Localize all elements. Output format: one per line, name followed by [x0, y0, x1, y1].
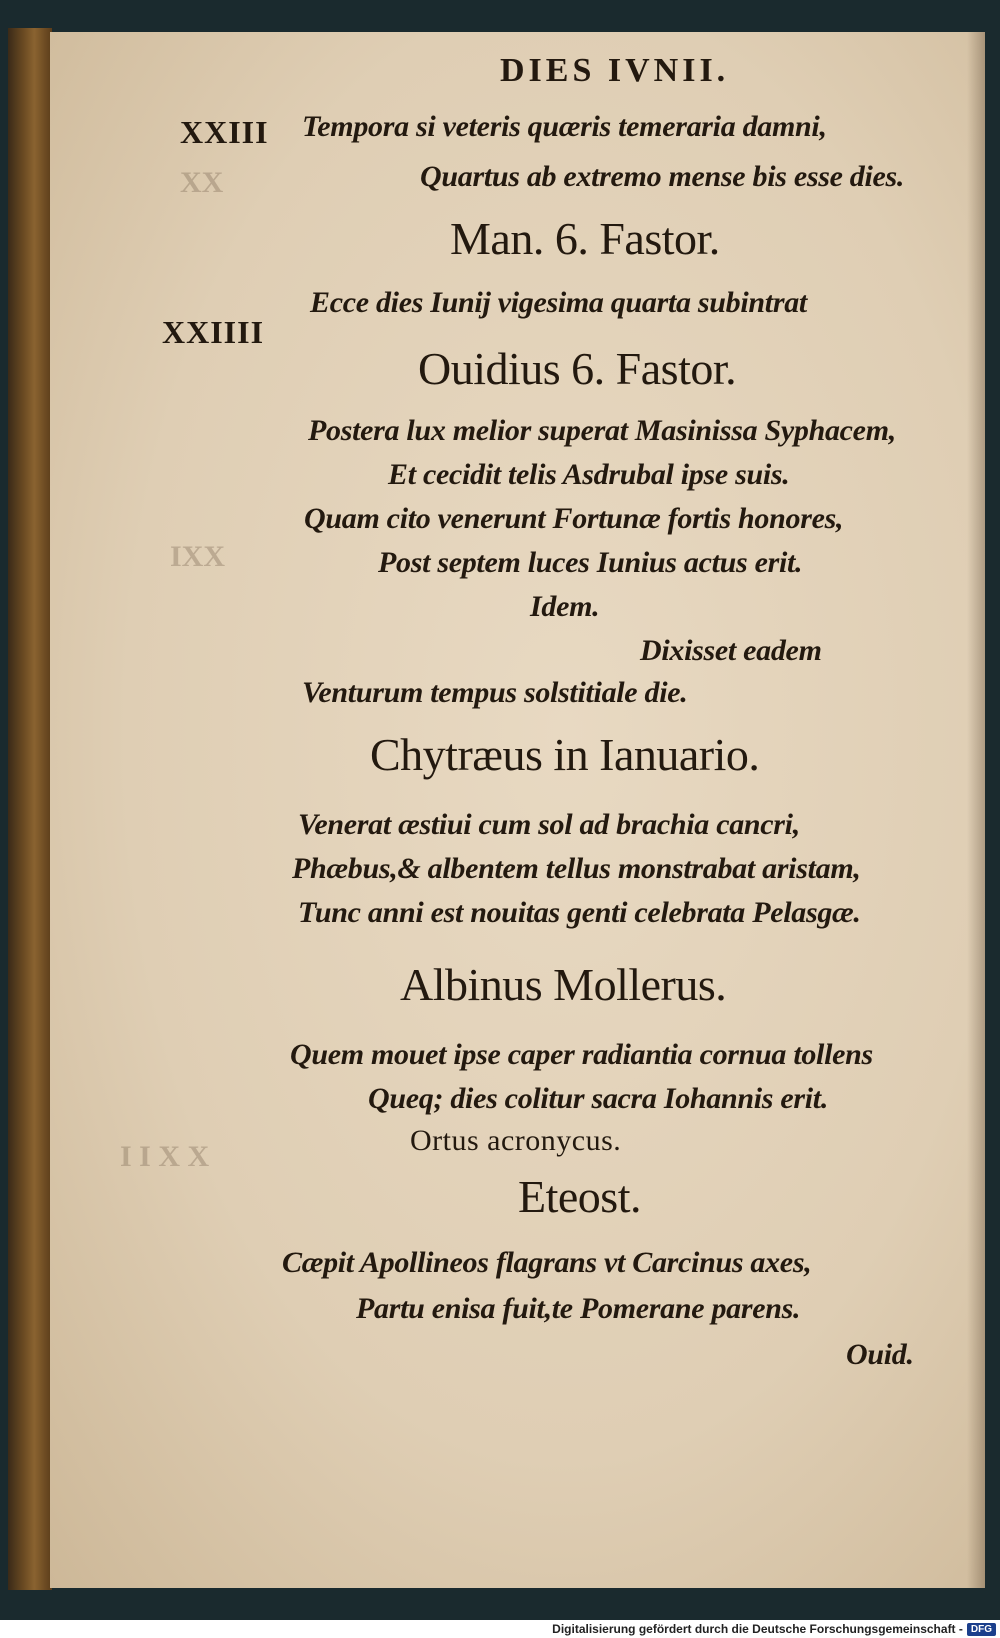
verse-line: Quartus ab extremo mense bis esse dies.: [420, 160, 905, 193]
verse-line: Et cecidit telis Asdrubal ipse suis.: [388, 458, 790, 491]
verse-line: Queq; dies colitur sacra Iohannis erit.: [368, 1082, 829, 1115]
faded-margin-number: IXX: [170, 540, 226, 573]
verse-line: Tempora si veteris quæris temeraria damni,: [302, 110, 827, 143]
section-heading: Chytræus in Ianuario.: [370, 729, 760, 780]
verse-line: Phæbus,& albentem tellus monstrabat aristam,: [292, 852, 861, 885]
footer-credit: [552, 1622, 996, 1636]
verse-line: Postera lux melior superat Masinissa Syphacem,: [308, 414, 896, 447]
verse-line: Dixisset eadem: [640, 634, 822, 667]
verse-line: Venerat æstiui cum sol ad brachia cancri,: [298, 808, 800, 841]
verse-line: Ecce dies Iunij vigesima quarta subintrat: [310, 286, 807, 319]
faded-margin-number: I I X X: [120, 1140, 210, 1173]
page-header: DIES IVNII.: [500, 52, 730, 89]
dfg-logo: DFG: [967, 1623, 996, 1636]
verse-line: Post septem luces Iunius actus erit.: [378, 546, 803, 579]
book-cover-edge: [8, 28, 52, 1590]
verse-line: Tunc anni est nouitas genti celebrata Pelasgæ.: [298, 896, 861, 929]
section-heading: Man. 6. Fastor.: [450, 213, 720, 264]
margin-number: XXIII: [180, 114, 269, 150]
faded-margin-number: XX: [180, 166, 224, 199]
verse-line: Ouid.: [846, 1338, 914, 1371]
verse-line: Quam cito venerunt Fortunæ fortis honores,: [304, 502, 844, 535]
verse-line: Quem mouet ipse caper radiantia cornua tollens: [290, 1038, 873, 1071]
verse-line: Partu enisa fuit,te Pomerane parens.: [356, 1292, 801, 1325]
footer-text: Digitalisierung gefördert durch die Deutsche Forschungsgemeinschaft -: [552, 1622, 963, 1636]
verse-line: Ortus acronycus.: [410, 1124, 622, 1157]
section-heading: Eteost.: [518, 1171, 641, 1222]
verse-line: Idem.: [530, 590, 600, 623]
section-heading: Ouidius 6. Fastor.: [418, 343, 737, 394]
verse-line: Venturum tempus solstitiale die.: [302, 676, 688, 709]
section-heading: Albinus Mollerus.: [400, 959, 727, 1010]
margin-number: XXIIII: [162, 314, 265, 350]
verse-line: Cæpit Apollineos flagrans vt Carcinus axes,: [282, 1246, 812, 1279]
